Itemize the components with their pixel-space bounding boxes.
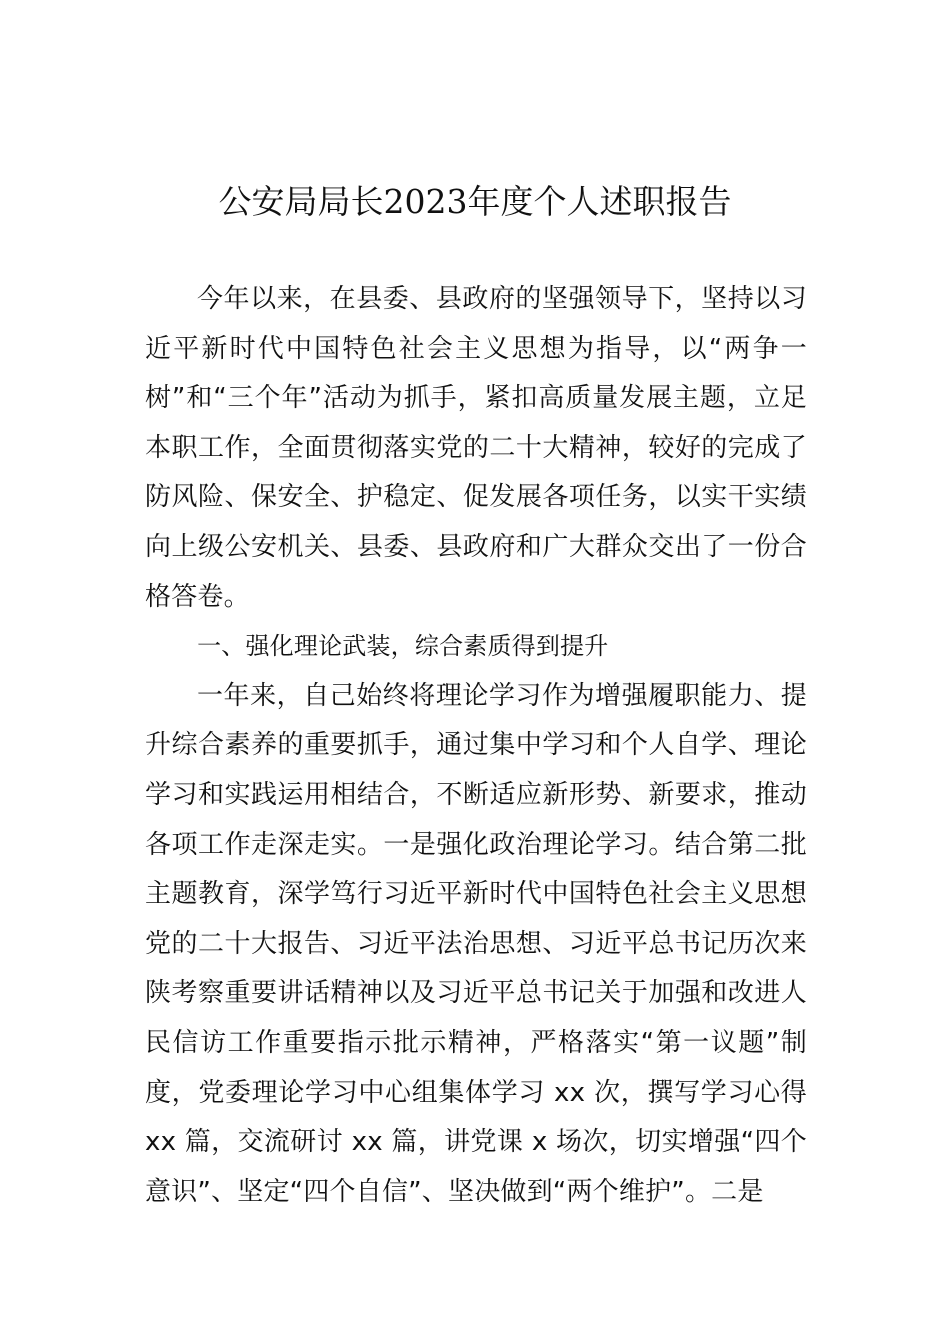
section-1-paragraph: 一年来，自己始终将理论学习作为增强履职能力、提升综合素养的重要抓手，通过集中学习和个人自学、理论学习和实践运用相结合，不断适应新形势、新要求，推动各项工作走深走实。一是强化政治理论学习。结合第二批主题教育，深学笃行习近平新时代中国特色社会主义思想党的二十大报告、习近平法治思想、习近平总书记历次来陕考察重要讲话精神以及习近平总书记关于加强和改进人民信访工作重要指示批示精神，严格落实“第一议题”制度，党委理论学习中心组集体学习 xx 次，撰写学习心得 xx 篇，交流研讨 xx 篇，讲党课 x 场次，切实增强“四个意识”、坚定“四个自信”、坚决做到“两个维护”。二是: [145, 680, 807, 1207]
document-title: 公安局局长2023年度个人述职报告: [218, 182, 732, 221]
document-body: [145, 275, 807, 1217]
section-heading-1: 一、强化理论武装，综合素质得到提升: [197, 632, 609, 661]
intro-paragraph: 今年以来，在县委、县政府的坚强领导下，坚持以习近平新时代中国特色社会主义思想为指导，以“两争一树”和“三个年”活动为抓手，紧扣高质量发展主题，立足本职工作，全面贯彻落实党的二十大精神，较好的完成了防风险、保安全、护稳定、促发展各项任务，以实干实绩向上级公安机关、县委、县政府和广大群众交出了一份合格答卷。: [145, 284, 807, 612]
